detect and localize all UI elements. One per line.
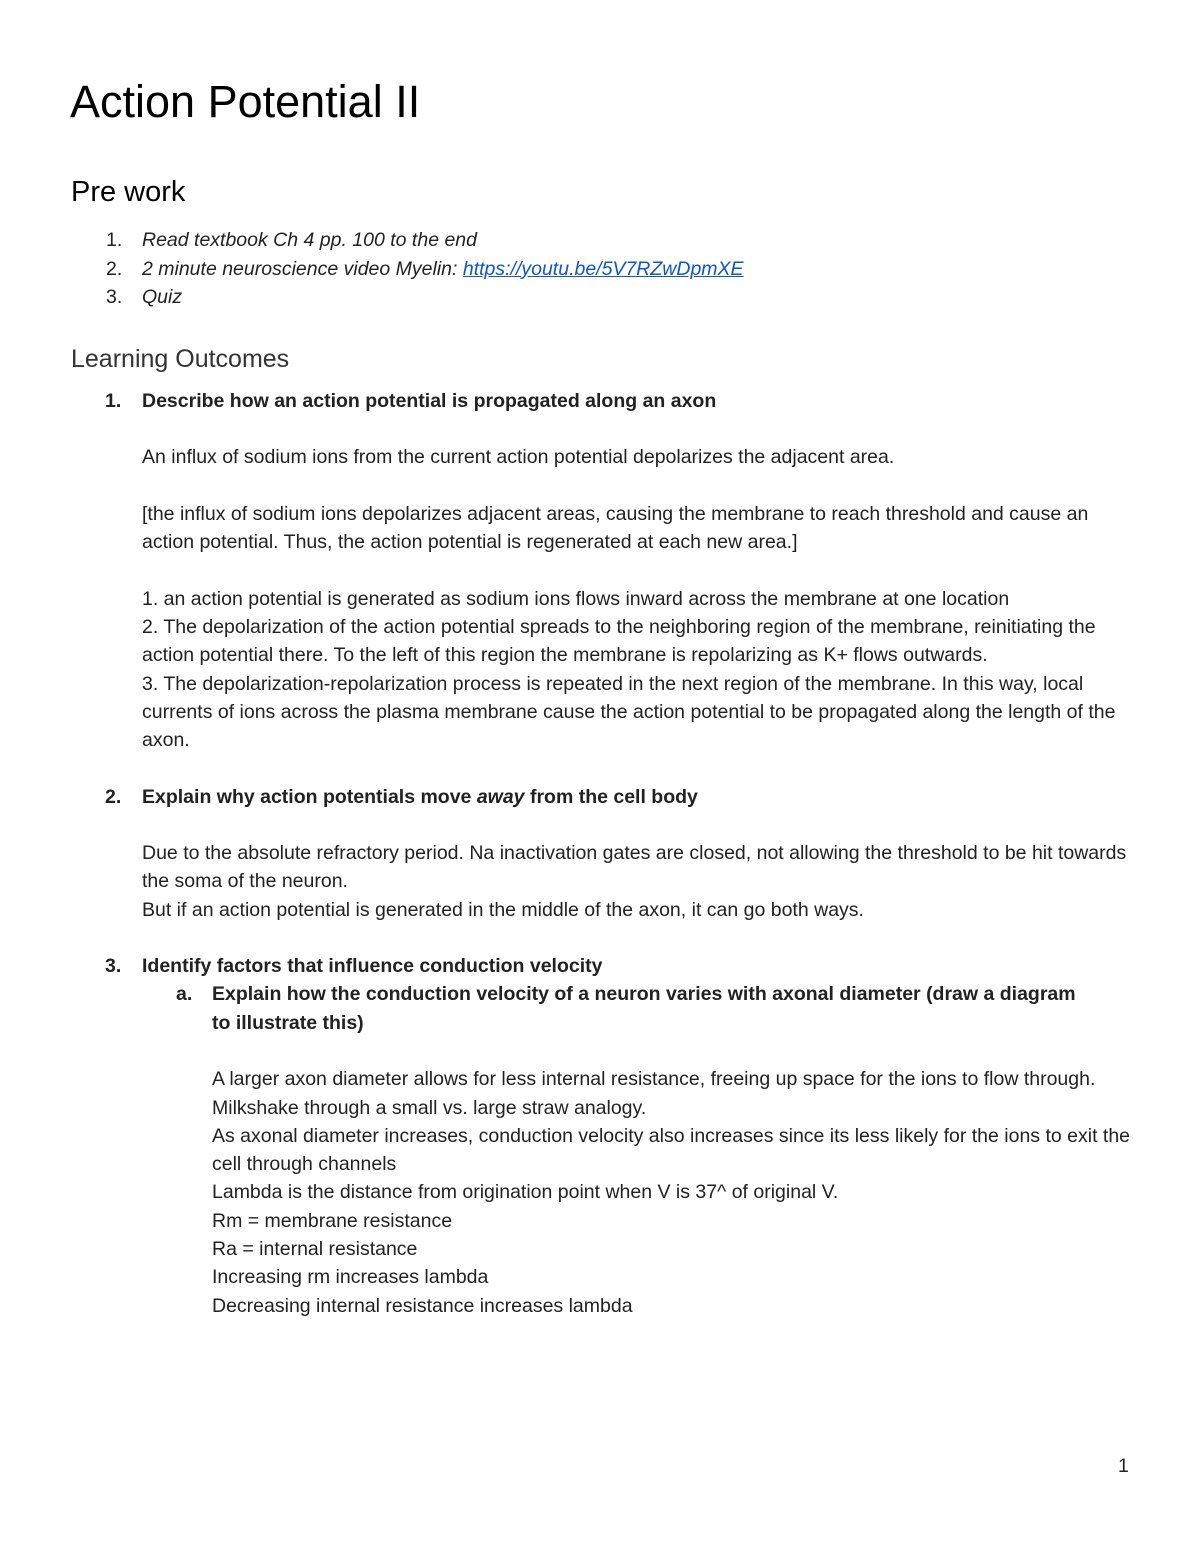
outcome-number: 1.: [105, 390, 122, 412]
answer-step: 3. The depolarization-repolarization process is repeated in the next region of the membrane. In this way, local currents of ions across the plasma membrane cause the action potential to be propagated along the length of the axon.: [142, 672, 1116, 752]
outcome-heading: [0, 952, 1200, 980]
outcome-title-part: from the cell body: [524, 785, 698, 808]
outcome-heading: [0, 387, 1200, 415]
page-number: 1: [1118, 1455, 1129, 1477]
outcome-number: 2.: [105, 785, 122, 808]
list-text: 2 minute neuroscience video Myelin:: [142, 257, 463, 280]
list-text: Read textbook Ch 4 pp. 100 to the end: [142, 229, 477, 251]
outcome-title-part: Explain why action potentials move: [142, 785, 477, 808]
list-text: Quiz: [142, 286, 183, 308]
list-number: 2.: [106, 257, 123, 280]
outcome-title: [142, 783, 698, 811]
answer-line: Milkshake through a small vs. large straw analogy.: [212, 1096, 647, 1119]
page-title: Action Potential II: [70, 76, 421, 127]
sub-outcome-heading: [0, 980, 1200, 1037]
learning-outcomes-list: [0, 387, 1200, 1320]
answer-line: Increasing rm increases lambda: [212, 1266, 489, 1289]
outcome-title: Identify factors that influence conduction velocity: [142, 955, 603, 978]
outcome-number: 3.: [105, 955, 122, 978]
answer-line: Decreasing internal resistance increases lambda: [212, 1294, 633, 1317]
answer-paragraph: Due to the absolute refractory period. Na inactivation gates are closed, not allowing the threshold to be hit towards the soma of the neuron.: [142, 842, 1127, 893]
outcome-title: Describe how an action potential is propagated along an axon: [142, 390, 717, 412]
outcome-title-emphasis: away: [476, 785, 525, 808]
learning-outcomes-heading: Learning Outcomes: [71, 345, 290, 373]
answer-line: Lambda is the distance from origination point when V is 37^ of original V.: [212, 1181, 839, 1204]
list-number: 3.: [106, 286, 123, 308]
answer-line: A larger axon diameter allows for less internal resistance, freeing up space for the ions to flow through.: [212, 1068, 1096, 1091]
prework-heading: Pre work: [71, 176, 186, 208]
video-link[interactable]: https://youtu.be/5V7RZwDpmXE: [462, 257, 744, 280]
outcome-heading: [0, 783, 1200, 811]
answer-line: Rm = membrane resistance: [212, 1209, 453, 1232]
answer-paragraph: But if an action potential is generated in the middle of the axon, it can go both ways.: [142, 898, 864, 921]
list-text-with-link: [142, 255, 744, 283]
answer-line: As axonal diameter increases, conduction velocity also increases since its less likely for the ions to exit the cell through channels: [212, 1124, 1131, 1176]
answer-paragraph: An influx of sodium ions from the current action potential depolarizes the adjacent area.: [142, 446, 895, 469]
list-number: 1.: [106, 229, 123, 251]
answer-line: Ra = internal resistance: [212, 1238, 418, 1261]
sub-outcome-title: Explain how the conduction velocity of a neuron varies with axonal diameter (draw a diagram to illustrate this): [212, 983, 1076, 1034]
answer-step: 1. an action potential is generated as sodium ions flows inward across the membrane at one location: [142, 587, 1010, 610]
sub-outcome-letter: a.: [176, 983, 193, 1006]
answer-paragraph: [the influx of sodium ions depolarizes adjacent areas, causing the membrane to reach threshold and cause an action potential. Thus, the action potential is regenerated at each new area.]: [142, 502, 1089, 554]
answer-step: 2. The depolarization of the action potential spreads to the neighboring region of the membrane, reinitiating the action potential there. To the left of this region the membrane is repolarizing as K+ flows outwards.: [142, 616, 1096, 667]
